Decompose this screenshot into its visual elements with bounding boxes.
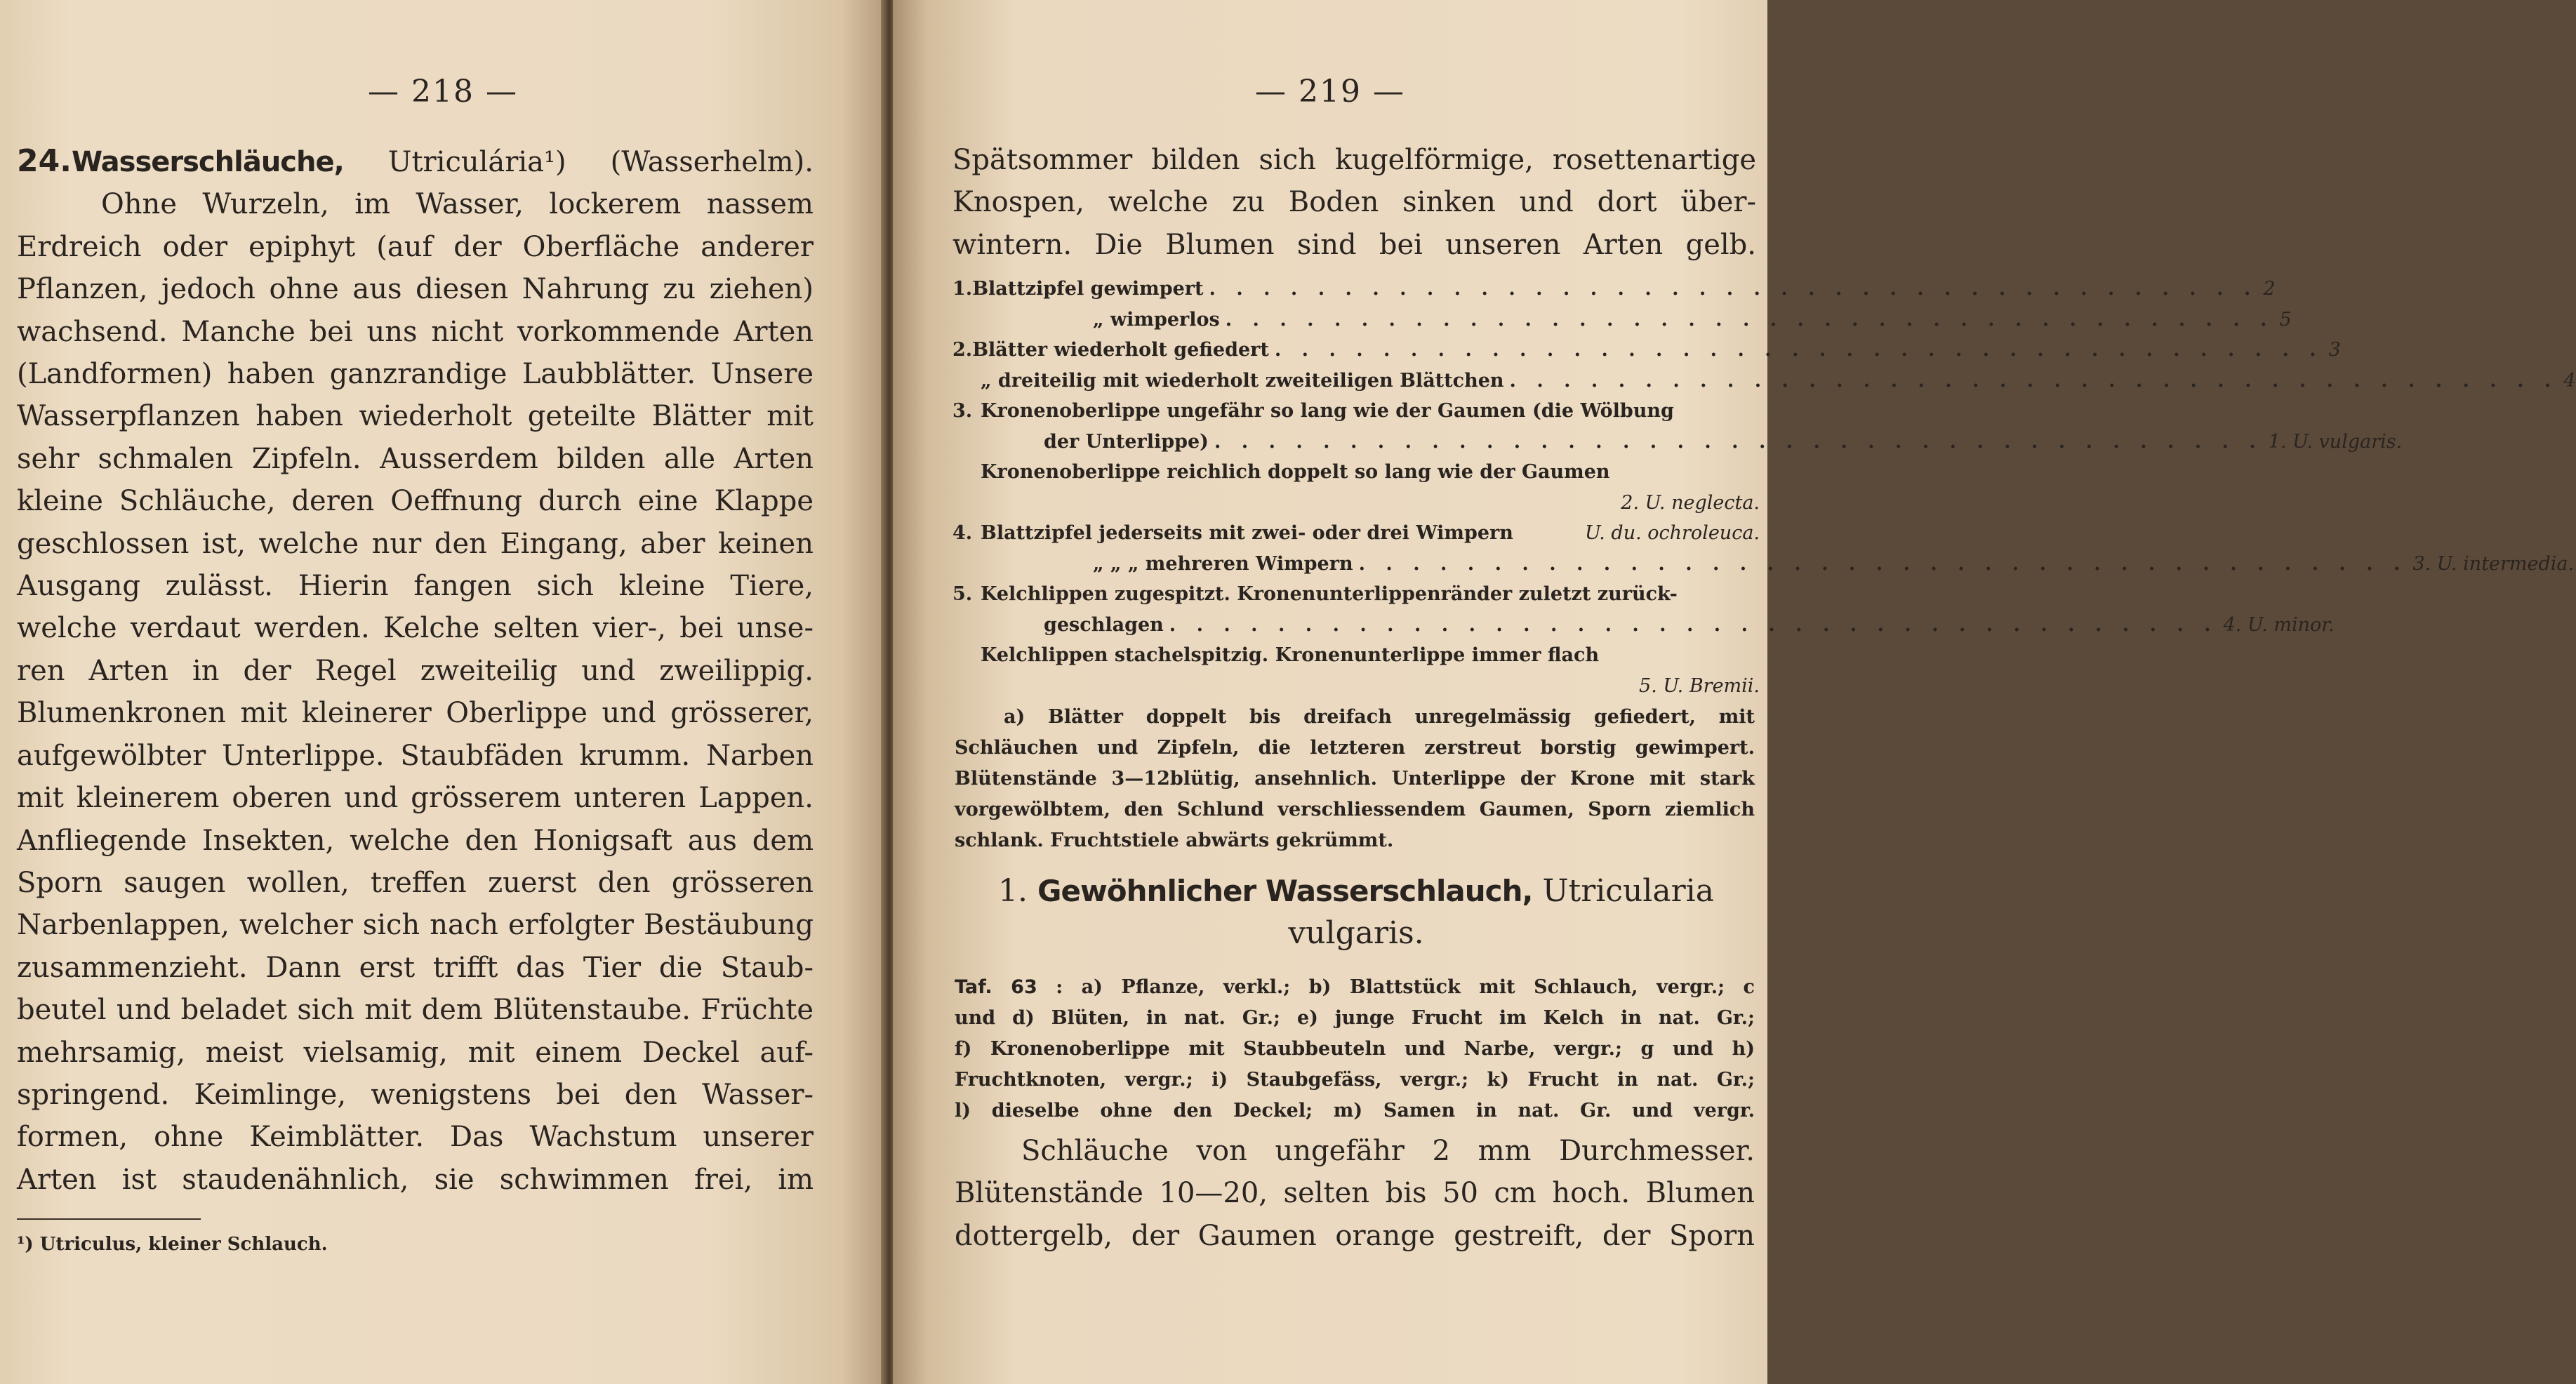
- key-description: „ „ „ mehreren Wimpern: [1093, 552, 1353, 575]
- text-line: Erdreich oder epiphyt (auf der Oberfläche anderer: [17, 230, 814, 263]
- heading-rest: Utriculária¹) (Wasserhelm).: [387, 146, 814, 178]
- leader-dots: . . . . . . . . . . . . . . . . . . . . . . . . . . . . . . . . . . . . . . .: [1509, 369, 2558, 392]
- text-line: Pflanzen, jedoch ohne aus diesen Nahrung zu ziehen): [17, 273, 814, 306]
- text-line: Arten ist staudenähnlich, sie schwimmen frei, im: [17, 1163, 814, 1196]
- text-line: ren Arten in der Regel zweiteilig und zweilippig.: [17, 654, 814, 687]
- caption-text: : a) Pflanze, verkl.; b) Blattstück mit Schlauch, vergr.; c: [1037, 976, 1755, 998]
- key-description: Blattzipfel gewimpert: [972, 278, 1204, 300]
- description-paragraph: [955, 702, 1755, 856]
- leader-dots: [1599, 640, 1760, 671]
- text-line: sehr schmalen Zipfeln. Ausserdem bilden alle Arten: [17, 442, 814, 475]
- key-result: 1. U. vulgaris.: [2268, 430, 2403, 453]
- species-second-line: vulgaris.: [1288, 915, 1424, 951]
- right-page: [893, 0, 2576, 1384]
- caption-line: [955, 1034, 1755, 1065]
- caption-text: und d) Blüten, in nat. Gr.; e) junge Frucht im Kelch in nat. Gr.;: [955, 1007, 1755, 1029]
- key-result: 2: [2263, 278, 2276, 300]
- key-number: [952, 488, 981, 519]
- leader-dots: . . . . . . . . . . . . . . . . . . . . . . . . . . . . . . . . . . . . . . .: [1169, 613, 2218, 636]
- text-line: zusammenzieht. Dann erst trifft das Tier die Staub-: [17, 951, 814, 984]
- key-result: 4: [2563, 369, 2576, 392]
- text-line: Anfliegende Insekten, welche den Honigsaft aus dem: [17, 824, 814, 857]
- text-line: wintern. Die Blumen sind bei unseren Arten gelb.: [952, 228, 1756, 261]
- text-line: Blumenkronen mit kleinerer Oberlippe und grösserer,: [17, 697, 814, 730]
- text-line: Spätsommer bilden sich kugelförmige, rosettenartige: [952, 144, 1756, 176]
- footnote-rule: [17, 1218, 201, 1220]
- key-number: [952, 671, 981, 702]
- key-description: geschlagen: [1044, 613, 1164, 636]
- key-number: 3.: [952, 400, 973, 422]
- plate-caption: [955, 972, 1755, 1126]
- key-description: Blattzipfel jederseits mit zwei- oder drei Wimpern: [981, 522, 1513, 544]
- key-number: 2.: [952, 339, 973, 361]
- key-result: 4. U. minor.: [2223, 613, 2335, 636]
- key-row: [952, 427, 2403, 458]
- key-description: Kronenoberlippe reichlich doppelt so lang wie der Gaumen: [981, 461, 1610, 483]
- footnote: ¹) Utriculus, kleiner Schlauch.: [17, 1234, 328, 1255]
- key-description: Kelchlippen zugespitzt. Kronenunterlippenränder zuletzt zurück-: [981, 583, 1678, 605]
- key-result: 5: [2279, 308, 2292, 331]
- text-line: Blütenstände 3—12blütig, ansehnlich. Unterlippe der Krone mit stark: [955, 768, 1755, 790]
- section-heading: [17, 140, 814, 183]
- text-line: dottergelb, der Gaumen orange gestreift, der Sporn: [955, 1219, 1755, 1252]
- text-line: welche verdaut werden. Kelche selten vier-, bei unse-: [17, 612, 814, 645]
- caption-line: [955, 1065, 1755, 1096]
- text-line: wachsend. Manche bei uns nicht vorkommende Arten: [17, 315, 814, 348]
- key-row: [952, 579, 1760, 610]
- heading-bold: Wasserschläuche,: [71, 146, 344, 178]
- text-line: Knospen, welche zu Boden sinken und dort über-: [952, 186, 1756, 219]
- leader-dots: [1610, 457, 1760, 488]
- leader-dots: . . . . . . . . . . . . . . . . . . . . . . . . . . . . . . . . . . . . . . .: [1358, 552, 2408, 575]
- key-result: 5. U. Bremii.: [1639, 674, 1760, 697]
- left-page: [0, 0, 886, 1384]
- text-line: Wasserpflanzen haben wiederholt geteilte Blätter mit: [17, 400, 814, 433]
- text-line: aufgewölbter Unterlippe. Staubfäden krumm. Narben: [17, 739, 814, 772]
- caption-line: [955, 972, 1755, 1003]
- species-rest: Utricularia: [1542, 873, 1714, 909]
- left-paragraph: [17, 183, 814, 1201]
- key-row: [952, 335, 2341, 366]
- leader-dots: [1674, 396, 1760, 427]
- text-line: geschlossen ist, welche nur den Eingang, aber keinen: [17, 527, 814, 560]
- key-row: [952, 549, 2575, 580]
- leader-dots: . . . . . . . . . . . . . . . . . . . . . . . . . . . . . . . . . . . . . . .: [1274, 339, 2323, 361]
- key-description: Kronenoberlippe ungefähr so lang wie der Gaumen (die Wölbung: [981, 400, 1674, 422]
- left-body: [17, 140, 814, 1201]
- species-number: 1.: [998, 873, 1028, 909]
- species-heading: [960, 870, 1753, 954]
- key-row: [952, 518, 1760, 549]
- key-description: der Unterlippe): [1044, 430, 1209, 453]
- caption-line: [955, 1096, 1755, 1126]
- key-result: 2. U. neglecta.: [1621, 491, 1760, 514]
- key-row: [952, 610, 2335, 641]
- text-line: mehrsamig, meist vielsamig, mit einem Deckel auf-: [17, 1036, 814, 1069]
- key-row: [952, 274, 2276, 305]
- right-bottom-paragraph: [955, 1130, 1755, 1257]
- text-line: mit kleinerem oberen und grösserem unteren Lappen.: [17, 782, 814, 815]
- key-result: U. du. ochroleuca.: [1584, 522, 1760, 544]
- caption-text: Fruchtknoten, vergr.; i) Staubgefäss, vergr.; k) Frucht in nat. Gr.;: [955, 1069, 1755, 1091]
- text-line: Ohne Wurzeln, im Wasser, lockerem nassem: [101, 188, 814, 221]
- key-row: [952, 305, 2292, 335]
- text-line: kleine Schläuche, deren Oeffnung durch eine Klappe: [17, 485, 814, 518]
- species-bold: Gewöhnlicher Wasserschlauch,: [1037, 874, 1533, 908]
- key-row: [952, 640, 1760, 671]
- text-line: schlank. Fruchtstiele abwärts gekrümmt.: [955, 830, 1394, 851]
- key-description: Kelchlippen stachelspitzig. Kronenunterlippe immer flach: [981, 644, 1600, 666]
- text-line: beutel und beladet sich mit dem Blütenstaube. Früchte: [17, 994, 814, 1027]
- page-number: — 218 —: [368, 74, 518, 109]
- key-row: [952, 488, 1760, 519]
- plate-label: Taf. 63: [955, 976, 1037, 998]
- key-row: [952, 671, 1760, 702]
- text-line: Narbenlappen, welcher sich nach erfolgter Bestäubung: [17, 909, 814, 942]
- text-line: Schläuchen und Zipfeln, die letzteren zerstreut borstig gewimpert.: [955, 737, 1755, 759]
- text-line: formen, ohne Keimblätter. Das Wachstum unserer: [17, 1121, 814, 1154]
- text-line: vorgewölbtem, den Schlund verschliessendem Gaumen, Sporn ziemlich: [955, 799, 1755, 820]
- text-line: Sporn saugen wollen, treffen zuerst den grösseren: [17, 866, 814, 899]
- key-description: Blätter wiederholt gefiedert: [972, 339, 1269, 361]
- key-description: „ wimperlos: [1093, 308, 1220, 331]
- leader-dots: [981, 671, 1639, 702]
- leader-dots: [1513, 518, 1585, 549]
- leader-dots: . . . . . . . . . . . . . . . . . . . . . . . . . . . . . . . . . . . . . . .: [1214, 430, 2263, 453]
- key-row: [952, 457, 1760, 488]
- page-number: — 219 —: [1255, 74, 1405, 109]
- text-line: springend. Keimlinge, wenigstens bei den Wasser-: [17, 1078, 814, 1111]
- text-line: Ausgang zulässt. Hierin fangen sich kleine Tiere,: [17, 570, 814, 603]
- text-line: Blütenstände 10—20, selten bis 50 cm hoch. Blumen: [955, 1177, 1755, 1210]
- text-line: Schläuche von ungefähr 2 mm Durchmesser.: [1021, 1135, 1755, 1167]
- leader-dots: . . . . . . . . . . . . . . . . . . . . . . . . . . . . . . . . . . . . . . .: [1225, 308, 2274, 331]
- key-number: [952, 457, 981, 488]
- leader-dots: [981, 488, 1621, 519]
- right-top-paragraph: [952, 139, 1756, 266]
- key-number: 5.: [952, 583, 973, 605]
- key-result: 3: [2328, 339, 2341, 361]
- key-number: 1.: [952, 278, 973, 300]
- caption-line: [955, 1003, 1755, 1034]
- key-description: „ dreiteilig mit wiederholt zweiteiligen Blättchen: [981, 369, 1504, 392]
- key-result: 3. U. intermedia.: [2412, 552, 2575, 575]
- key-row: [952, 366, 2576, 397]
- heading-number: 24.: [17, 143, 72, 179]
- text-line: a) Blätter doppelt bis dreifach unregelmässig gefiedert, mit: [1004, 706, 1755, 728]
- identification-key: [952, 274, 2576, 701]
- caption-text: l) dieselbe ohne den Deckel; m) Samen in nat. Gr. und vergr.: [955, 1100, 1755, 1122]
- caption-text: f) Kronenoberlippe mit Staubbeuteln und Narbe, vergr.; g und h): [955, 1038, 1755, 1060]
- leader-dots: . . . . . . . . . . . . . . . . . . . . . . . . . . . . . . . . . . . . . . .: [1209, 278, 2258, 300]
- key-row: [952, 396, 1760, 427]
- text-line: (Landformen) haben ganzrandige Laubblätter. Unsere: [17, 358, 814, 391]
- key-number: 4.: [952, 522, 973, 544]
- key-number: [952, 640, 981, 671]
- leader-dots: [1678, 579, 1760, 610]
